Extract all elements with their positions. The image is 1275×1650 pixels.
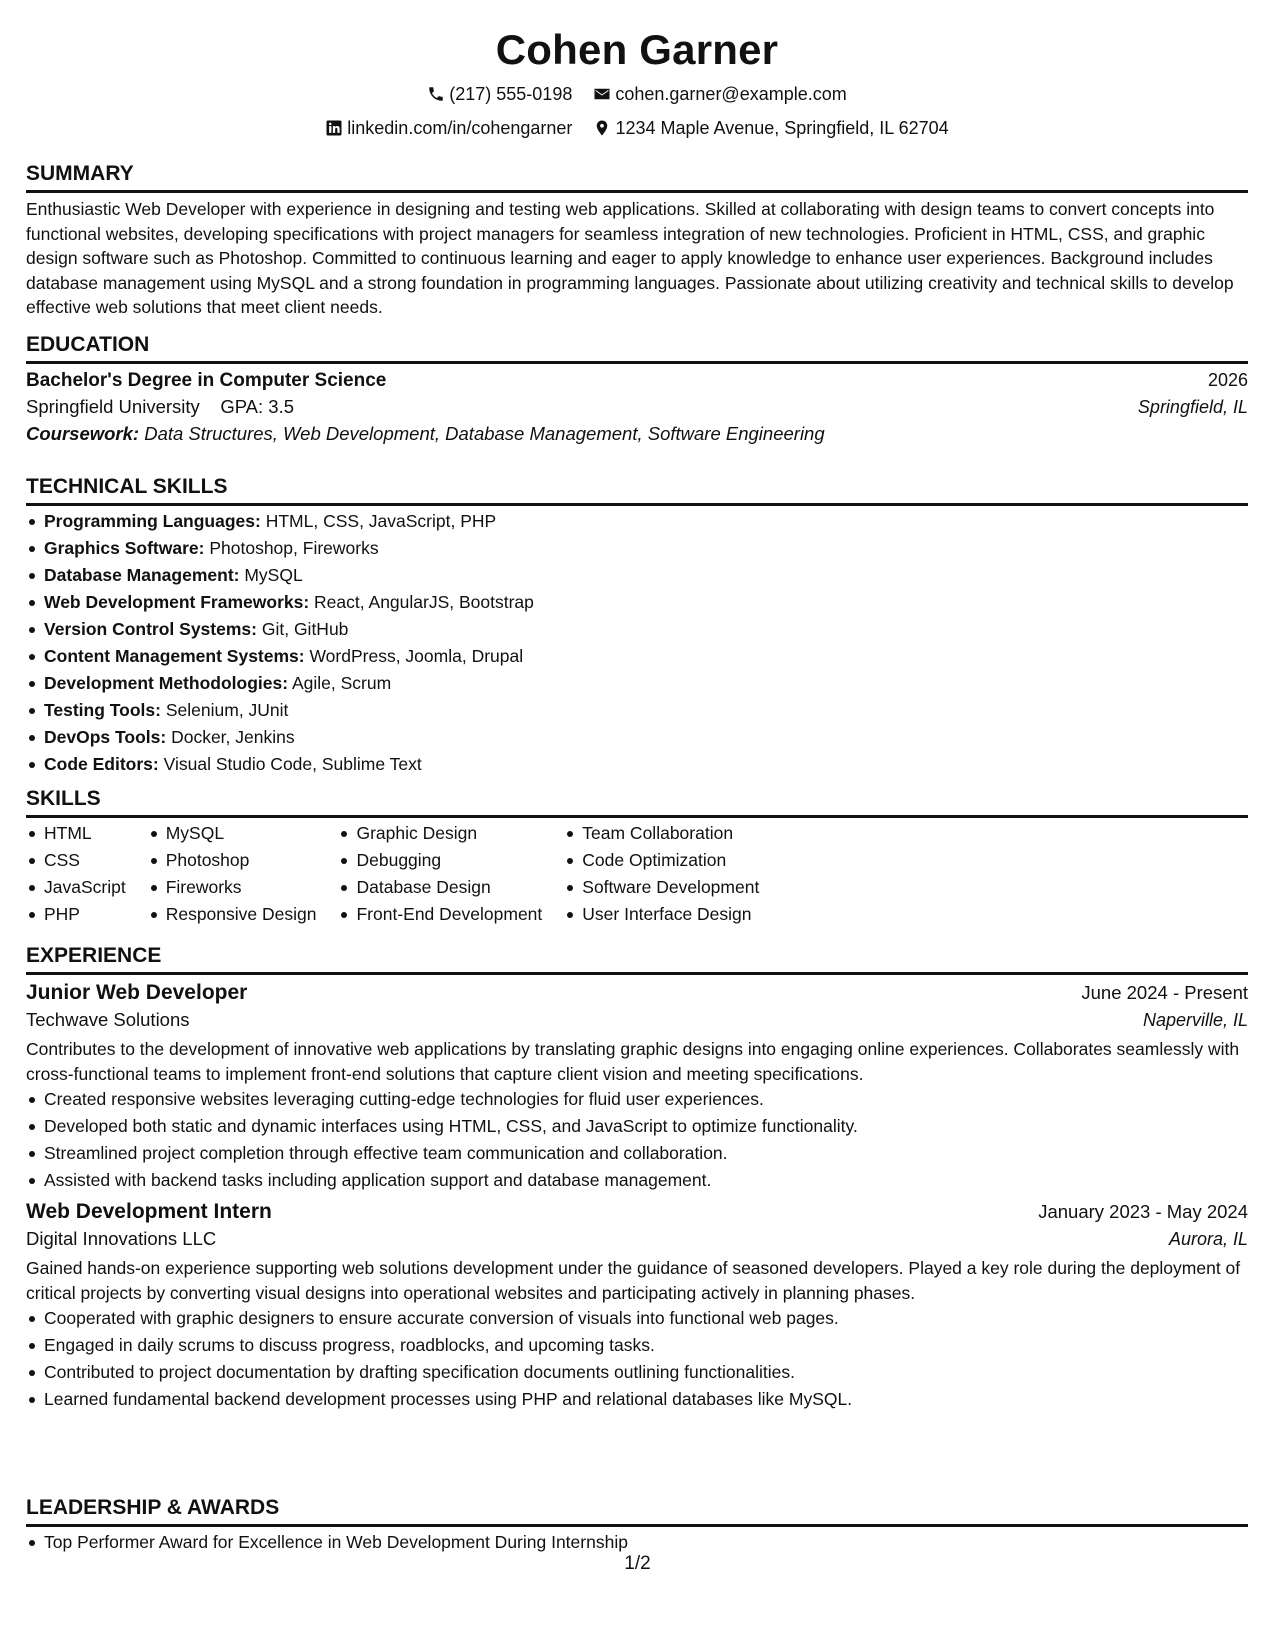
list-item: Software Development [582, 874, 759, 901]
contact-row-2 [26, 116, 1248, 143]
list-item [44, 508, 1248, 535]
graduation-year: 2026 [1207, 370, 1248, 390]
address-item [593, 116, 948, 140]
list-item [44, 589, 1248, 616]
list-item: Contributed to project documentation by drafting specification documents outlining functionalities. [44, 1359, 1248, 1386]
job-title: Junior Web Developer [26, 981, 248, 1004]
skill-values: Visual Studio Code, Sublime Text [163, 754, 422, 774]
list-item: MySQL [166, 820, 317, 847]
list-item: Graphic Design [356, 820, 542, 847]
leadership-section [26, 1494, 1248, 1556]
technical-skills-section [26, 473, 1248, 778]
experience-section [26, 942, 1248, 1413]
section-title: SUMMARY [26, 160, 1248, 193]
list-item: Debugging [356, 847, 542, 874]
degree: Bachelor's Degree in Computer Science [26, 370, 387, 391]
company-name: Techwave Solutions [26, 1009, 190, 1030]
section-title: EXPERIENCE [26, 942, 1248, 975]
section-title: LEADERSHIP & AWARDS [26, 1494, 1248, 1527]
school-location: Springfield, IL [1137, 397, 1248, 417]
summary-section [26, 160, 1248, 320]
section-title: SKILLS [26, 785, 1248, 818]
list-item: Assisted with backend tasks including application support and database management. [44, 1167, 1248, 1194]
list-item [44, 724, 1248, 751]
skill-values: Git, GitHub [261, 619, 349, 639]
skills-grid [26, 820, 1248, 928]
skill-category: Web Development Frameworks: [44, 592, 310, 612]
job-header [26, 1200, 1248, 1224]
email-item[interactable] [593, 82, 846, 106]
linkedin-text[interactable]: linkedin.com/in/cohengarner [347, 118, 573, 138]
skills-column-2 [148, 820, 317, 928]
skill-category: Version Control Systems: [44, 619, 257, 639]
list-item: Streamlined project completion through effective team communication and collaboration. [44, 1140, 1248, 1167]
skill-category: Code Editors: [44, 754, 159, 774]
skill-values: Selenium, JUnit [165, 700, 289, 720]
list-item: Fireworks [166, 874, 317, 901]
school-line [26, 396, 294, 418]
contact-row-1 [26, 82, 1248, 109]
list-item: Top Performer Award for Excellence in Web Development During Internship [44, 1529, 1248, 1556]
skill-values: HTML, CSS, JavaScript, PHP [265, 511, 497, 531]
skills-column-3 [338, 820, 542, 928]
envelope-icon [593, 85, 611, 103]
email-text[interactable]: cohen.garner@example.com [615, 84, 847, 104]
job-subheader [26, 1228, 1248, 1250]
linkedin-icon [325, 119, 343, 137]
phone-text: (217) 555-0198 [449, 84, 573, 104]
list-item [44, 535, 1248, 562]
awards-list [26, 1529, 1248, 1556]
job-bullets [26, 1086, 1248, 1194]
job-header [26, 981, 1248, 1005]
page-number: 1/2 [624, 1553, 651, 1574]
education-section [26, 331, 1248, 445]
skill-category: Database Management: [44, 565, 240, 585]
list-item: PHP [44, 901, 126, 928]
list-item: Created responsive websites leveraging cutting-edge technologies for fluid user experiences. [44, 1086, 1248, 1113]
list-item: Code Optimization [582, 847, 759, 874]
list-item: HTML [44, 820, 126, 847]
list-item: Responsive Design [166, 901, 317, 928]
skill-values: MySQL [244, 565, 303, 585]
company-name: Digital Innovations LLC [26, 1228, 217, 1249]
job-entry [26, 981, 1248, 1194]
skill-category: Testing Tools: [44, 700, 161, 720]
job-dates: January 2023 - May 2024 [1038, 1201, 1248, 1222]
phone-icon [427, 85, 445, 103]
skill-values: Docker, Jenkins [171, 727, 295, 747]
coursework-label: Coursework: [26, 423, 140, 444]
school-name: Springfield University [26, 396, 200, 417]
job-dates: June 2024 - Present [1081, 982, 1248, 1003]
resume-page [26, 0, 1248, 1552]
list-item: User Interface Design [582, 901, 759, 928]
phone-item [427, 82, 572, 106]
job-entry [26, 1200, 1248, 1413]
job-subheader [26, 1009, 1248, 1031]
skill-values: WordPress, Joomla, Drupal [309, 646, 524, 666]
skill-category: Content Management Systems: [44, 646, 305, 666]
skill-category: Programming Languages: [44, 511, 261, 531]
coursework-list: Data Structures, Web Development, Database Management, Software Engineering [144, 423, 825, 444]
job-description: Gained hands-on experience supporting web solutions development under the guidance of seasoned developers. Played a key role during the deployment of critical projects by converting visual designs into operational websites and participating actively in planning phases. [26, 1258, 1241, 1303]
section-title: TECHNICAL SKILLS [26, 473, 1248, 506]
technical-skills-list [26, 508, 1248, 778]
candidate-name: Cohen Garner [495, 26, 779, 73]
list-item [44, 562, 1248, 589]
education-row-1 [26, 370, 1248, 392]
gpa: GPA: 3.5 [220, 396, 295, 417]
list-item: Front-End Development [356, 901, 542, 928]
list-item: JavaScript [44, 874, 126, 901]
summary-text: Enthusiastic Web Developer with experience in designing and testing web applications. Skilled at collaborating with design teams to convert concepts into functional websites, developing specifications with project managers for seamless integration of new technologies. Proficient in HTML, CSS, and graphic design software such as Photoshop. Committed to continuous learning and eager to apply knowledge to enhance user experiences. Background includes database management using MySQL and a strong foundation in programming languages. Passionate about utilizing creativity and technical skills to develop effective web solutions that meet client needs. [26, 199, 1234, 317]
list-item [44, 643, 1248, 670]
list-item: Engaged in daily scrums to discuss progress, roadblocks, and upcoming tasks. [44, 1332, 1248, 1359]
linkedin-item[interactable] [325, 116, 572, 140]
list-item: CSS [44, 847, 126, 874]
skill-category: Development Methodologies: [44, 673, 289, 693]
list-item [44, 751, 1248, 778]
skill-values: Photoshop, Fireworks [209, 538, 379, 558]
list-item: Developed both static and dynamic interfaces using HTML, CSS, and JavaScript to optimize functionality. [44, 1113, 1248, 1140]
skills-column-4 [564, 820, 759, 928]
list-item [44, 616, 1248, 643]
job-description: Contributes to the development of innovative web applications by translating graphic designs into engaging online experiences. Collaborates seamlessly with cross-functional teams to implement front-end solutions that capture client vision and meeting specifications. [26, 1039, 1240, 1084]
list-item [44, 697, 1248, 724]
skills-section [26, 785, 1248, 928]
skill-category: DevOps Tools: [44, 727, 167, 747]
list-item: Learned fundamental backend development processes using PHP and relational databases like MySQL. [44, 1386, 1248, 1413]
job-location: Naperville, IL [1142, 1010, 1248, 1030]
map-pin-icon [593, 119, 611, 137]
skill-values: Agile, Scrum [291, 673, 392, 693]
list-item: Cooperated with graphic designers to ensure accurate conversion of visuals into functional web pages. [44, 1305, 1248, 1332]
address-text: 1234 Maple Avenue, Springfield, IL 62704 [615, 118, 949, 138]
education-row-2 [26, 396, 1248, 418]
section-title: EDUCATION [26, 331, 1248, 364]
list-item: Database Design [356, 874, 542, 901]
skill-category: Graphics Software: [44, 538, 205, 558]
list-item [44, 670, 1248, 697]
job-bullets [26, 1305, 1248, 1413]
skill-values: React, AngularJS, Bootstrap [314, 592, 534, 612]
list-item: Team Collaboration [582, 820, 759, 847]
job-location: Aurora, IL [1168, 1229, 1248, 1249]
job-title: Web Development Intern [26, 1200, 272, 1223]
skills-column-1 [26, 820, 126, 928]
list-item: Photoshop [166, 847, 317, 874]
coursework-line [26, 423, 1248, 445]
